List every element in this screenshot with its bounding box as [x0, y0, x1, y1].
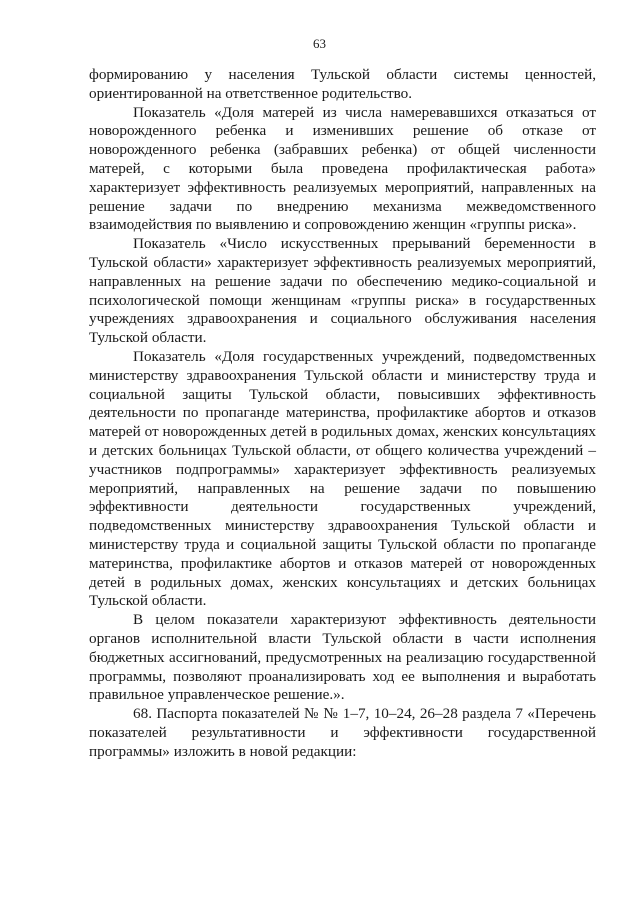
paragraph-mothers-share-indicator: Показатель «Доля матерей из числа намеревавшихся отказаться от новорожденного ребенка и изменивших решение об отказе от новорожденного ребенка (забравших ребенка) от общей численности матерей, с которыми была проведена профилактическая работа» характеризует эффективность реализуемых мероприятий, направленных на решение задачи по внедрению механизма межведомственного взаимодействия по выявлению и сопровождению женщин «группы риска». [89, 103, 596, 234]
document-body [89, 66, 596, 761]
paragraph-institutions-share-indicator: Показатель «Доля государственных учреждений, подведомственных министерству здравоохранения Тульской области и министерству труда и социальной защиты Тульской области, повысивших эффективность деятельности по пропаганде материнства, профилактике абортов и отказов матерей от новорожденных детей в родильных домах, женских консультациях и детских больницах Тульской области, от общего количества учреждений – участников подпрограммы» характеризует эффективность реализуемых мероприятий, направленных на решение задачи по повышению эффективности деятельности государственных учреждений, подведомственных министерству здравоохранения Тульской области и министерству труда и социальной защиты Тульской области по пропаганде материнства, профилактике абортов и отказов матерей от новорожденных детей в родильных домах, женских консультациях и детских больницах Тульской области. [89, 347, 596, 610]
page-number: 63 [313, 36, 326, 51]
paragraph-abortions-indicator: Показатель «Число искусственных прерываний беременности в Тульской области» характеризует эффективность реализуемых мероприятий, направленных на решение задачи по обеспечению медико-социальной и психологической помощи женщинам «группы риска» в государственных учреждениях здравоохранения и социального обслуживания населения Тульской области. [89, 235, 596, 347]
paragraph-item-68: 68. Паспорта показателей № № 1–7, 10–24, 26–28 раздела 7 «Перечень показателей результативности и эффективности государственной программы» изложить в новой редакции: [89, 705, 596, 760]
paragraph-continuation: формированию у населения Тульской области системы ценностей, ориентированной на ответственное родительство. [89, 66, 596, 102]
paragraph-general-conclusion: В целом показатели характеризуют эффективность деятельности органов исполнительной власти Тульской области в части исполнения бюджетных ассигнований, предусмотренных на реализацию государственной программы, позволяют проанализировать ход ее выполнения и выработать правильное управленческое решение.». [89, 611, 596, 704]
